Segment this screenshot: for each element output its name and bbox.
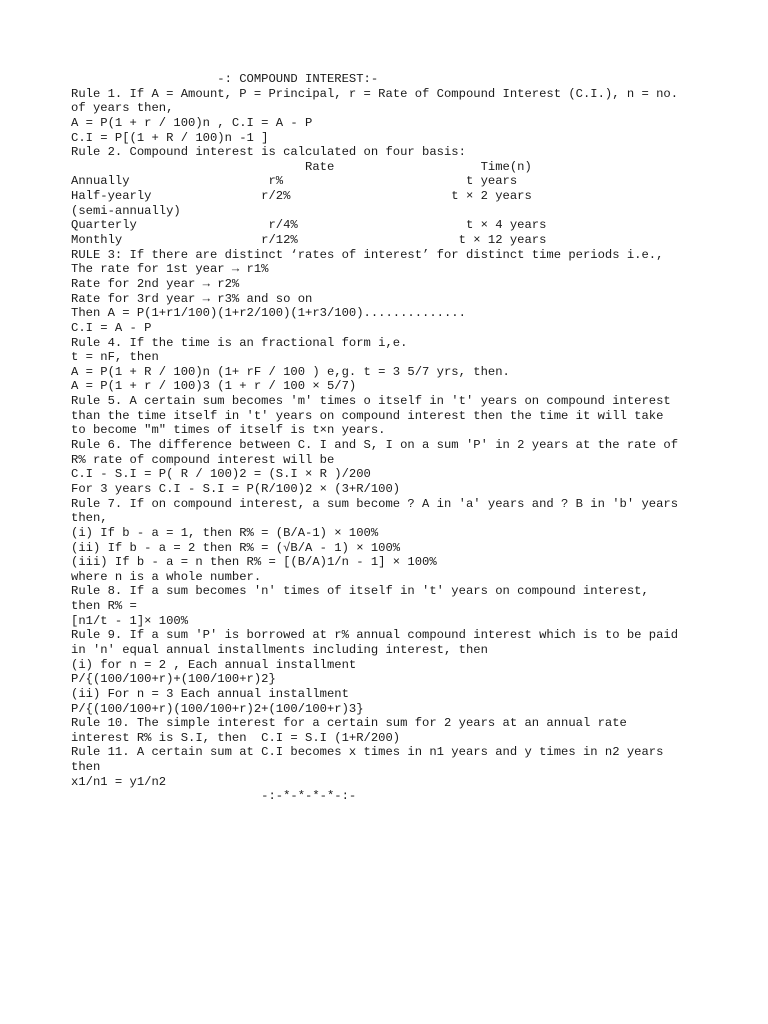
document-line: interest R% is S.I, then C.I = S.I (1+R/200) <box>71 730 401 745</box>
document-line: The rate for 1st year → r1% <box>71 262 269 277</box>
document-line: Rule 2. Compound interest is calculated on four basis: <box>71 145 466 160</box>
document-line: Rule 8. If a sum becomes 'n' times of itself in 't' years on compound interest, <box>71 584 649 599</box>
document-line: Rate for 2nd year → r2% <box>71 276 240 291</box>
document-line: (iii) If b - a = n then R% = [(B/A)1/n - 1] × 100% <box>71 555 437 570</box>
document-line: then, <box>71 511 108 526</box>
document-line: Half-yearly r/2% t × 2 years <box>71 189 532 204</box>
document-line: in 'n' equal annual installments including interest, then <box>71 642 488 657</box>
document-line: (semi-annually) <box>71 203 181 218</box>
document-line: A = P(1 + r / 100)n , C.I = A - P <box>71 115 313 130</box>
document-line: Monthly r/12% t × 12 years <box>71 233 547 248</box>
document-line: Rule 4. If the time is an fractional form i,e. <box>71 335 408 350</box>
document-line: -:-*-*-*-*-:- <box>71 789 357 804</box>
document-line: t = nF, then <box>71 350 159 365</box>
document-line: P/{(100/100+r)(100/100+r)2+(100/100+r)3} <box>71 701 364 716</box>
document-line: P/{(100/100+r)+(100/100+r)2} <box>71 672 276 687</box>
document-line: [n1/t - 1]× 100% <box>71 613 189 628</box>
document-line: then <box>71 760 101 775</box>
document-line: C.I = P[(1 + R / 100)n -1 ] <box>71 130 269 145</box>
document-line: Rule 7. If on compound interest, a sum become ? A in 'a' years and ? B in 'b' years <box>71 496 679 511</box>
document-line: (i) If b - a = 1, then R% = (B/A-1) × 100% <box>71 525 379 540</box>
document-line: RULE 3: If there are distinct ‘rates of interest’ for distinct time periods i.e., <box>71 247 664 262</box>
document-line: Rule 10. The simple interest for a certain sum for 2 years at an annual rate <box>71 716 627 731</box>
document-line: Rate Time(n) <box>71 159 532 174</box>
document-line: Quarterly r/4% t × 4 years <box>71 218 547 233</box>
document-line: than the time itself in 't' years on compound interest then the time it will take <box>71 408 664 423</box>
document-line: (ii) If b - a = 2 then R% = (√B/A - 1) × 100% <box>71 540 401 555</box>
document-line: Then A = P(1+r1/100)(1+r2/100)(1+r3/100).............. <box>71 306 466 321</box>
document-line: then R% = <box>71 599 137 614</box>
document-text <box>71 72 711 804</box>
document-line: Rule 5. A certain sum becomes 'm' times o itself in 't' years on compound interest <box>71 394 671 409</box>
document-line: Rule 1. If A = Amount, P = Principal, r = Rate of Compound Interest (C.I.), n = no. <box>71 86 679 101</box>
document-line: Rule 9. If a sum 'P' is borrowed at r% annual compound interest which is to be paid <box>71 628 679 643</box>
document-line: Annually r% t years <box>71 174 518 189</box>
document-line: -: COMPOUND INTEREST:- <box>71 72 379 86</box>
document-line: C.I = A - P <box>71 320 152 335</box>
document-line: x1/n1 = y1/n2 <box>71 774 167 789</box>
document-line: A = P(1 + R / 100)n (1+ rF / 100 ) e,g. t = 3 5/7 yrs, then. <box>71 364 510 379</box>
document-line: of years then, <box>71 101 174 116</box>
document-line: For 3 years C.I - S.I = P(R/100)2 × (3+R/100) <box>71 481 401 496</box>
document-line: C.I - S.I = P( R / 100)2 = (S.I × R )/200 <box>71 467 371 482</box>
document-line: Rule 6. The difference between C. I and S, I on a sum 'P' in 2 years at the rate of <box>71 438 679 453</box>
document-line: A = P(1 + r / 100)3 (1 + r / 100 × 5/7) <box>71 379 357 394</box>
document-line: (i) for n = 2 , Each annual installment <box>71 657 357 672</box>
document-line: where n is a whole number. <box>71 569 262 584</box>
document-line: to become "m" times of itself is t×n years. <box>71 423 386 438</box>
document-line: Rule 11. A certain sum at C.I becomes x times in n1 years and y times in n2 years <box>71 745 664 760</box>
document-line: Rate for 3rd year → r3% and so on <box>71 291 313 306</box>
document-line: R% rate of compound interest will be <box>71 452 335 467</box>
document-line: (ii) For n = 3 Each annual installment <box>71 686 349 701</box>
